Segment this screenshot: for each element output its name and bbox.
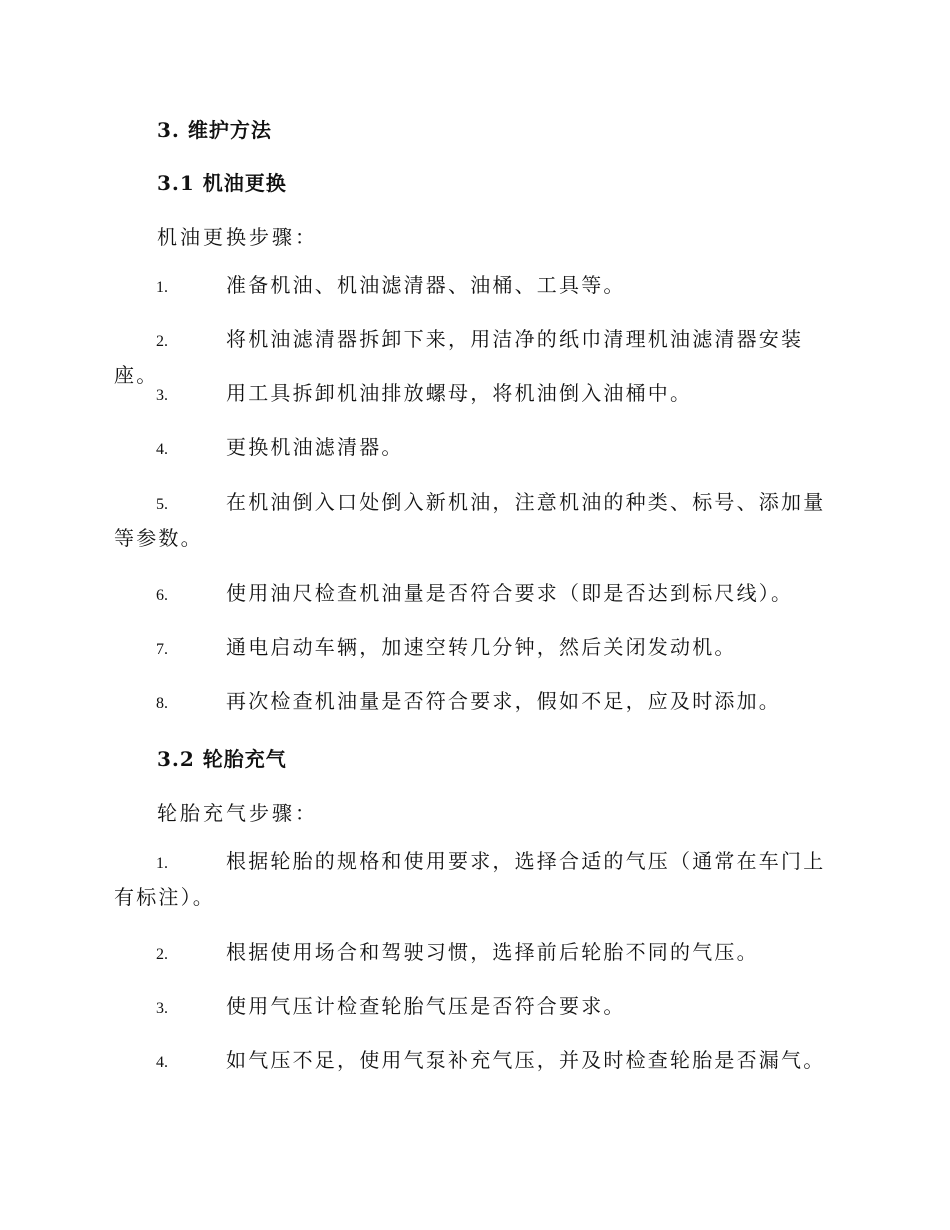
list-item-number: 1.: [156, 855, 168, 872]
list-item-number: 2.: [156, 946, 168, 963]
list-item-text: 准备机油、机油滤清器、油桶、工具等。: [226, 273, 626, 297]
list-item: [114, 942, 834, 970]
subsection-heading-tire-inflation: 3.2 轮胎充气: [157, 747, 287, 771]
list-item: [114, 1050, 834, 1078]
list-item: [114, 275, 834, 303]
list-item-text: 如气压不足，使用气泵补充气压，并及时检查轮胎是否漏气。: [226, 1048, 826, 1072]
section-heading: 3. 维护方法: [157, 118, 272, 142]
tire-inflation-intro: 轮胎充气步骤：: [157, 801, 318, 825]
list-item-number: 2.: [156, 333, 168, 350]
list-item-number: 1.: [156, 279, 168, 296]
list-item: [114, 851, 834, 915]
list-item-text: 使用气压计检查轮胎气压是否符合要求。: [226, 994, 626, 1018]
list-item-text: 根据使用场合和驾驶习惯，选择前后轮胎不同的气压。: [226, 940, 759, 964]
list-item-text: 将机油滤清器拆卸下来，用洁净的纸巾清理机油滤清器安装座。: [114, 327, 804, 387]
list-item-number: 4.: [156, 441, 168, 458]
list-item: [114, 492, 834, 556]
list-item-number: 3.: [156, 387, 168, 404]
list-item: [114, 691, 834, 719]
list-item-number: 4.: [156, 1054, 168, 1071]
list-item-text: 根据轮胎的规格和使用要求，选择合适的气压（通常在车门上有标注）。: [114, 849, 826, 909]
oil-change-intro: 机油更换步骤：: [157, 225, 318, 249]
list-item: [114, 383, 834, 411]
list-item-number: 7.: [156, 641, 168, 658]
list-item-number: 3.: [156, 1000, 168, 1017]
list-item-text: 通电启动车辆，加速空转几分钟，然后关闭发动机。: [226, 635, 737, 659]
list-item-text: 用工具拆卸机油排放螺母，将机油倒入油桶中。: [226, 381, 693, 405]
list-item: [114, 996, 834, 1024]
list-item-text: 使用油尺检查机油量是否符合要求（即是否达到标尺线）。: [226, 581, 794, 605]
list-item-text: 在机油倒入口处倒入新机油，注意机油的种类、标号、添加量等参数。: [114, 490, 826, 550]
subsection-heading-oil-change: 3.1 机油更换: [157, 171, 287, 195]
list-item-text: 更换机油滤清器。: [226, 435, 404, 459]
list-item-number: 8.: [156, 695, 168, 712]
list-item-number: 5.: [156, 496, 168, 513]
list-item-text: 再次检查机油量是否符合要求，假如不足，应及时添加。: [226, 689, 781, 713]
list-item: [114, 583, 834, 611]
list-item: [114, 637, 834, 665]
list-item-number: 6.: [156, 587, 168, 604]
list-item: [114, 437, 834, 465]
